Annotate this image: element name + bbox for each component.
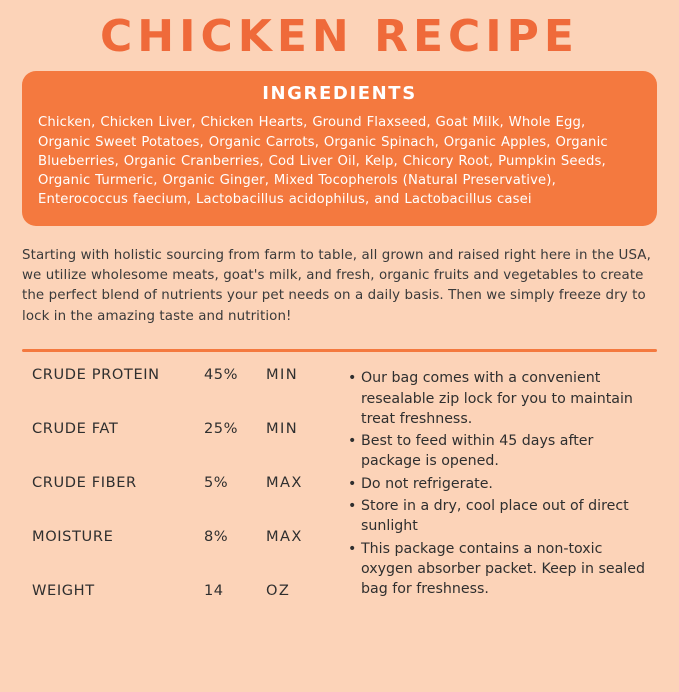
- guaranteed-analysis-table: [22, 366, 342, 636]
- analysis-unit: MAX: [266, 528, 303, 546]
- list-item: [348, 474, 657, 494]
- ingredients-heading: INGREDIENTS: [262, 83, 417, 105]
- note-text: Best to feed within 45 days after package is opened.: [361, 433, 594, 470]
- analysis-unit: MAX: [266, 474, 303, 492]
- ingredients-panel: [22, 71, 657, 225]
- analysis-value: 5%: [204, 474, 229, 492]
- analysis-value: 14: [204, 582, 224, 600]
- analysis-name: CRUDE FAT: [32, 420, 119, 438]
- list-item: [348, 539, 657, 600]
- page-title: CHICKEN RECIPE: [100, 11, 579, 62]
- analysis-value: 25%: [204, 420, 238, 438]
- analysis-name: MOISTURE: [32, 528, 114, 546]
- table-row: [32, 474, 342, 528]
- table-row: [32, 420, 342, 474]
- bullet-icon: •: [348, 370, 357, 387]
- note-text: Store in a dry, cool place out of direct sunlight: [361, 498, 629, 535]
- usage-notes-list: [342, 366, 657, 636]
- analysis-value: 8%: [204, 528, 229, 546]
- list-item: [348, 431, 657, 472]
- bullet-icon: •: [348, 475, 357, 492]
- lower-section: [22, 366, 657, 636]
- analysis-name: WEIGHT: [32, 582, 95, 600]
- analysis-unit: MIN: [266, 420, 299, 438]
- section-divider: [22, 349, 657, 352]
- analysis-name: CRUDE PROTEIN: [32, 366, 160, 384]
- intro-paragraph: Starting with holistic sourcing from farm to table, all grown and raised right here in the USA, we utilize wholesome meats, goat's milk, and fresh, organic fruits and vegetables to create the perfect blend of nutrients your pet needs on a daily basis. Then we simply freeze dry to lock in the amazing taste and nutrition!: [22, 247, 651, 324]
- ingredients-text: Chicken, Chicken Liver, Chicken Hearts, Ground Flaxseed, Goat Milk, Whole Egg, Organic Sweet Potatoes, Organic Carrots, Organic Spinach, Organic Apples, Organic Blueberries, Organic Cranberries, Cod Liver Oil, Kelp, Chicory Root, Pumpkin Seeds, Organic Turmeric, Organic Ginger, Mixed Tocopherols (Natural Preservative), Enterococcus faecium, Lactobacillus acidophilus, and Lactobacillus casei: [38, 115, 608, 208]
- analysis-value: 45%: [204, 366, 238, 384]
- bullet-icon: •: [348, 433, 357, 450]
- analysis-name: CRUDE FIBER: [32, 474, 137, 492]
- table-row: [32, 582, 342, 636]
- bullet-icon: •: [348, 498, 357, 514]
- bullet-icon: •: [348, 540, 357, 557]
- product-info-panel: [0, 13, 679, 692]
- note-text: Do not refrigerate.: [361, 475, 493, 492]
- list-item: [348, 368, 657, 429]
- list-item: [348, 496, 657, 537]
- analysis-unit: OZ: [266, 582, 291, 600]
- note-text: This package contains a non-toxic oxygen absorber packet. Keep in sealed bag for freshness.: [361, 540, 645, 598]
- table-row: [32, 366, 342, 420]
- table-row: [32, 528, 342, 582]
- note-text: Our bag comes with a convenient resealable zip lock for you to maintain treat freshness.: [361, 370, 633, 427]
- analysis-unit: MIN: [266, 366, 299, 384]
